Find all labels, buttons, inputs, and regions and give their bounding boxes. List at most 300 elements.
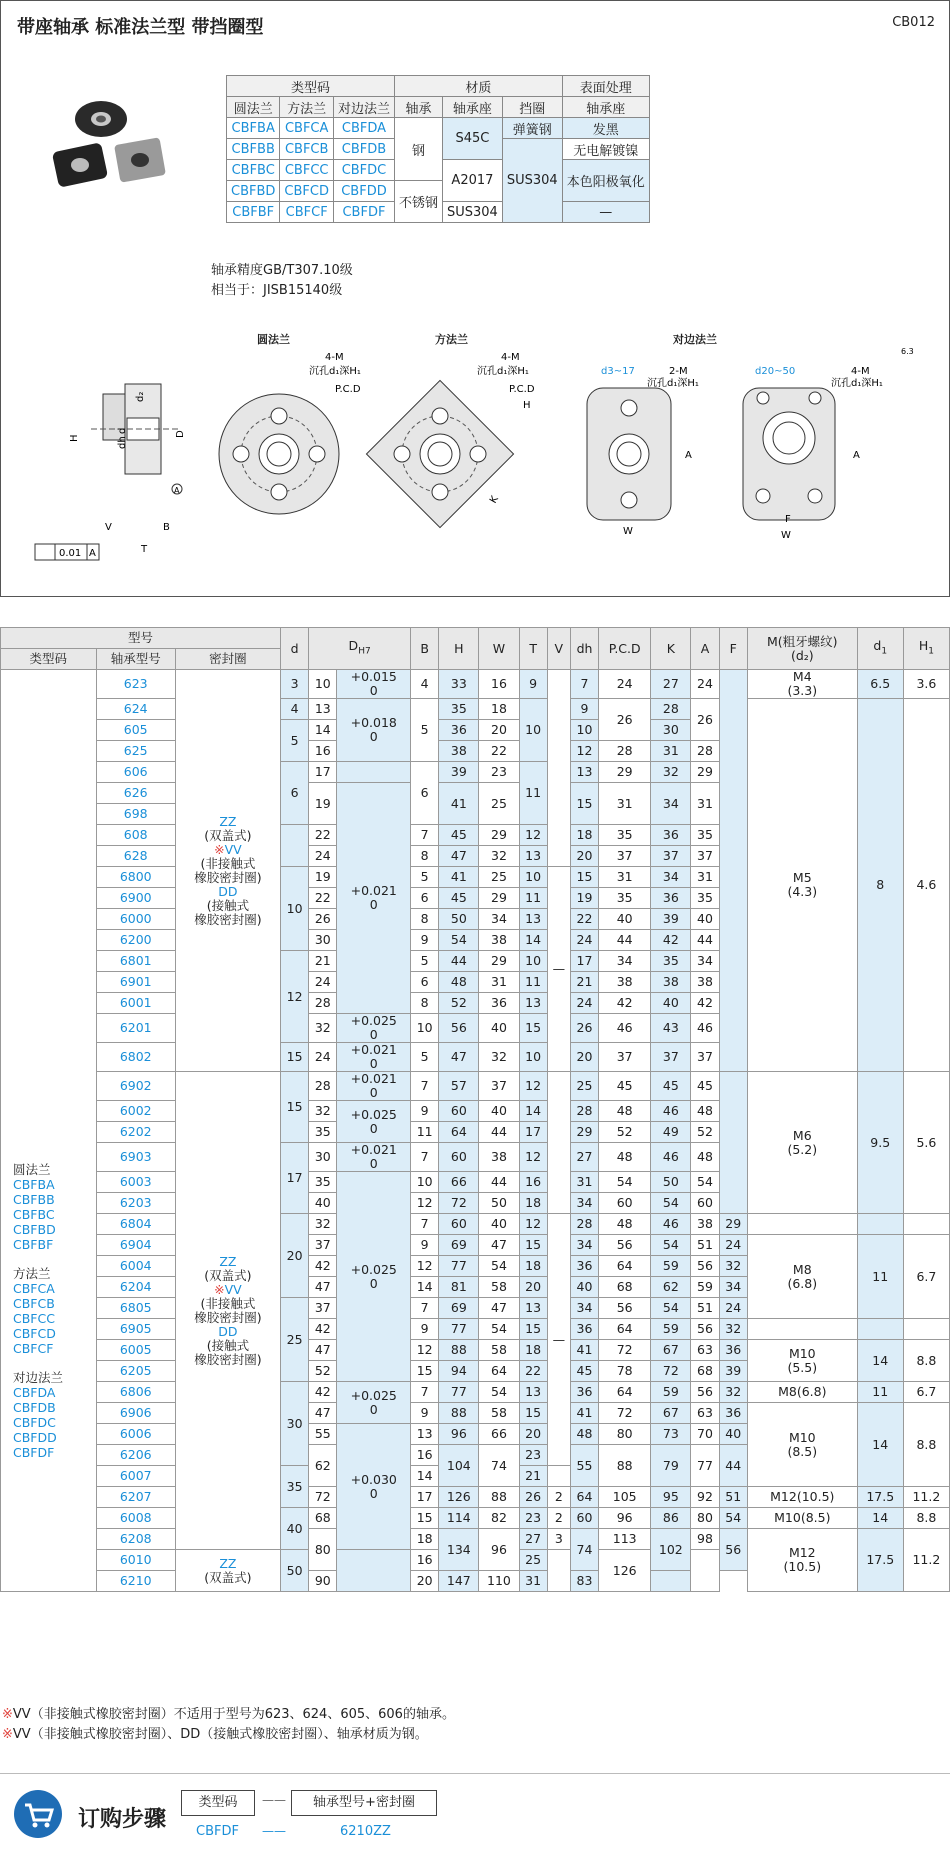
cell-d1: 8 (857, 699, 903, 1072)
type-code-link[interactable]: CBFDD (333, 181, 394, 202)
cell-dh: 25 (570, 1072, 598, 1101)
bearing-model-link[interactable]: 608 (96, 825, 175, 846)
cell-d1: 17.5 (857, 1529, 903, 1592)
cell-d: 20 (280, 1214, 308, 1298)
cell-K: 50 (651, 1172, 691, 1193)
table-row (1, 1072, 950, 1101)
cell-H: 47 (439, 1043, 479, 1072)
svg-text:D: D (175, 430, 186, 438)
label-round: 圆法兰 (257, 333, 290, 346)
svg-text:H: H (523, 400, 531, 411)
cell-T: 21 (519, 1466, 547, 1487)
cell-d: 3 (280, 670, 308, 699)
cell-pcd: 78 (599, 1361, 651, 1382)
cell-A: 70 (691, 1424, 719, 1445)
cell-H: 54 (439, 930, 479, 951)
bearing-model-link[interactable]: 6902 (96, 1072, 175, 1101)
cell-B: 11 (411, 1122, 439, 1143)
type-code-link[interactable]: CBFCA (280, 118, 334, 139)
cell-M: M6 (5.2) (747, 1072, 857, 1214)
cell-dh: 60 (570, 1508, 598, 1529)
cell-dh: 19 (570, 888, 598, 909)
cell-K: 43 (651, 1014, 691, 1043)
th-H: H (439, 628, 479, 670)
cell-B: 5 (411, 951, 439, 972)
label-square: 方法兰 (435, 333, 468, 346)
cell-T: 18 (519, 1256, 547, 1277)
cell-F: 24 (719, 1298, 747, 1319)
cell-tol: +0.021 0 (337, 783, 411, 1014)
bearing-model-link[interactable]: 6004 (96, 1256, 175, 1277)
cell-K: 40 (651, 993, 691, 1014)
cell-dh: 83 (570, 1571, 598, 1592)
cell-T: 18 (519, 1193, 547, 1214)
cell-A (691, 1550, 719, 1592)
table-row (1, 1382, 950, 1403)
type-code-link[interactable]: CBFDA (333, 118, 394, 139)
cell-V (547, 670, 570, 867)
cell-B: 7 (411, 1143, 439, 1172)
cell-dh: 41 (570, 1403, 598, 1424)
cell-B: 14 (411, 1277, 439, 1298)
cell-pcd: 45 (599, 1072, 651, 1101)
cell-tol (337, 1550, 411, 1592)
cell-B: 9 (411, 930, 439, 951)
th-square: 方法兰 (280, 97, 334, 118)
th-round: 圆法兰 (227, 97, 280, 118)
cell-D: 24 (309, 846, 337, 867)
cell-H: 94 (439, 1361, 479, 1382)
type-code-link[interactable]: CBFBC (227, 160, 280, 181)
cell-d: 30 (280, 1382, 308, 1466)
cell-B: 4 (411, 670, 439, 699)
spec-section (0, 0, 950, 597)
product-code: CB012 (892, 15, 935, 30)
bearing-model-link[interactable]: 6000 (96, 909, 175, 930)
cell-pcd: 56 (599, 1298, 651, 1319)
bearing-model-link[interactable]: 6806 (96, 1382, 175, 1403)
type-code-link[interactable]: CBFBA (227, 118, 280, 139)
cell-H: 57 (439, 1072, 479, 1101)
cell-tol: +0.025 0 (337, 1014, 411, 1043)
cell-T: 23 (519, 1445, 547, 1466)
bearing-model-link[interactable]: 6900 (96, 888, 175, 909)
cell-H1: 8.8 (903, 1508, 949, 1529)
cell-A: 37 (691, 1043, 719, 1072)
cell-T: 15 (519, 1403, 547, 1424)
cell-A: 35 (691, 825, 719, 846)
cell-K: 37 (651, 846, 691, 867)
cell-dh: 36 (570, 1256, 598, 1277)
cell-B: 12 (411, 1256, 439, 1277)
svg-text:W: W (781, 530, 791, 541)
th-dh: dh (570, 628, 598, 670)
cell-M: M4 (3.3) (747, 670, 857, 699)
bearing-model-link[interactable]: 624 (96, 699, 175, 720)
cell-dh: 10 (570, 720, 598, 741)
bearing-model-link[interactable]: 6010 (96, 1550, 175, 1571)
cell-K: 34 (651, 867, 691, 888)
cell-K: 45 (651, 1072, 691, 1101)
bearing-model-link[interactable]: 6200 (96, 930, 175, 951)
cell-pcd: 48 (599, 1143, 651, 1172)
cell-H: 66 (439, 1172, 479, 1193)
bearing-model-link[interactable]: 623 (96, 670, 175, 699)
cell-K: 28 (651, 699, 691, 720)
cell-pcd: 48 (599, 1214, 651, 1235)
cell-T: 11 (519, 888, 547, 909)
cell-tol: +0.025 0 (337, 1172, 411, 1382)
svg-text:V: V (105, 522, 112, 533)
cell-K: 36 (651, 825, 691, 846)
cell-T: 13 (519, 993, 547, 1014)
bearing-model-link[interactable]: 6804 (96, 1214, 175, 1235)
cell-B: 14 (411, 1466, 439, 1487)
cell-K: 54 (651, 1235, 691, 1256)
svg-text:4-M: 4-M (501, 352, 520, 363)
bearing-model-link[interactable]: 6906 (96, 1403, 175, 1424)
cell-pcd: 64 (599, 1319, 651, 1340)
cell-F (719, 1072, 747, 1214)
cell-pcd: 80 (599, 1424, 651, 1445)
cell-pcd: 29 (599, 762, 651, 783)
th-opp: 对边法兰 (333, 97, 394, 118)
order-steps (0, 1773, 950, 1853)
cell-dh: 34 (570, 1193, 598, 1214)
cell-tol: +0.018 0 (337, 699, 411, 762)
cell-A: 31 (691, 867, 719, 888)
bearing-model-link[interactable]: 6903 (96, 1143, 175, 1172)
cell-H: 35 (439, 699, 479, 720)
cell-d: 10 (280, 867, 308, 951)
svg-text:K: K (488, 494, 501, 506)
cell-B: 8 (411, 909, 439, 930)
cell-D: 30 (309, 1143, 337, 1172)
cell-pcd: 31 (599, 867, 651, 888)
mat-stainless: 不锈钢 (394, 181, 442, 223)
cell-K: 86 (651, 1508, 691, 1529)
bearing-model-link[interactable]: 6204 (96, 1277, 175, 1298)
cart-icon (14, 1790, 62, 1838)
type-code-link[interactable]: CBFCF (280, 202, 334, 223)
dimension-table-section (0, 627, 950, 1592)
cell-T: 16 (519, 1172, 547, 1193)
bearing-model-link[interactable]: 606 (96, 762, 175, 783)
cell-d1: 11 (857, 1382, 903, 1403)
bearing-model-link[interactable]: 6008 (96, 1508, 175, 1529)
cell-B: 7 (411, 825, 439, 846)
bearing-model-link[interactable]: 6802 (96, 1043, 175, 1072)
cell-pcd: 37 (599, 1043, 651, 1072)
cell-A: 60 (691, 1193, 719, 1214)
svg-text:沉孔d₁深H₁: 沉孔d₁深H₁ (309, 366, 361, 377)
cell-D: 10 (309, 670, 337, 699)
cell-d1: 9.5 (857, 1072, 903, 1214)
th-type: 类型码 (227, 76, 395, 97)
cell-B: 5 (411, 1043, 439, 1072)
type-code-link[interactable]: CBFDC (333, 160, 394, 181)
th-d1: $d_1$ (857, 628, 903, 670)
bearing-model-link[interactable]: 6208 (96, 1529, 175, 1550)
cell-pcd: 46 (599, 1014, 651, 1043)
cell-D: 42 (309, 1382, 337, 1403)
th-type-code: 类型码 (1, 649, 97, 670)
bearing-model-link[interactable]: 6006 (96, 1424, 175, 1445)
cell-A: 54 (691, 1172, 719, 1193)
th-surf-housing: 轴承座 (562, 97, 649, 118)
cell-T: 13 (519, 846, 547, 867)
type-code-link[interactable]: CBFCD (280, 181, 334, 202)
bearing-model-link[interactable]: 6205 (96, 1361, 175, 1382)
cell-H1: 4.6 (903, 699, 949, 1072)
cell-W: 22 (479, 741, 519, 762)
cell-H1: 3.6 (903, 670, 949, 699)
cell-A: 77 (691, 1445, 719, 1487)
cell-dh: 15 (570, 783, 598, 825)
cell-W: 58 (479, 1277, 519, 1298)
bearing-model-link[interactable]: 6904 (96, 1235, 175, 1256)
cell-pcd: 96 (599, 1508, 651, 1529)
type-code-link[interactable]: CBFCC (280, 160, 334, 181)
svg-text:d: d (117, 427, 128, 434)
cell-B: 5 (411, 699, 439, 762)
cell-D: 42 (309, 1319, 337, 1340)
bearing-model-link[interactable]: 626 (96, 783, 175, 804)
cell-pcd: 40 (599, 909, 651, 930)
cell-H: 60 (439, 1143, 479, 1172)
surf-black: 发黑 (562, 118, 649, 139)
cell-dh: 55 (570, 1445, 598, 1487)
cell-B: 17 (411, 1487, 439, 1508)
cell-dh: 34 (570, 1235, 598, 1256)
cell-H: 88 (439, 1403, 479, 1424)
cell-D: 80 (309, 1529, 337, 1571)
bearing-model-link[interactable]: 6003 (96, 1172, 175, 1193)
cell-dh: 29 (570, 1122, 598, 1143)
cell-D: 19 (309, 783, 337, 825)
cell-A: 98 (691, 1529, 719, 1550)
th-M: M(粗牙螺纹) (d₂) (747, 628, 857, 670)
th-A: A (691, 628, 719, 670)
cell-dh: 9 (570, 699, 598, 720)
cell-H1: 11.2 (903, 1487, 949, 1508)
cell-W: 82 (479, 1508, 519, 1529)
cell-D: 32 (309, 1214, 337, 1235)
bearing-model-link[interactable]: 605 (96, 720, 175, 741)
cell-dh: 45 (570, 1361, 598, 1382)
cell-B: 9 (411, 1319, 439, 1340)
th-DH7: $D_{H7}$ (309, 628, 411, 670)
svg-text:A: A (174, 486, 180, 495)
page-title: 带座轴承 标准法兰型 带挡圈型 (17, 17, 264, 38)
cell-D: 14 (309, 720, 337, 741)
cell-V: 2 (547, 1508, 570, 1529)
cell-d1: 14 (857, 1340, 903, 1382)
cell-H: 45 (439, 888, 479, 909)
cell-A: 80 (691, 1508, 719, 1529)
cell-H: 114 (439, 1508, 479, 1529)
type-code-link[interactable]: CBFBB (227, 139, 280, 160)
cell-W: 54 (479, 1256, 519, 1277)
cell-W: 64 (479, 1361, 519, 1382)
footnotes (2, 1705, 455, 1745)
bearing-model-link[interactable]: 625 (96, 741, 175, 762)
cell-A: 44 (691, 930, 719, 951)
th-material: 材质 (394, 76, 562, 97)
table-row (1, 1508, 950, 1529)
order-box-bearing: 轴承型号+密封圈 (291, 1790, 437, 1816)
cell-M: M12(10.5) (747, 1487, 857, 1508)
cell-D: 24 (309, 1043, 337, 1072)
opp-flange-large-drawing (743, 347, 914, 541)
cell-T: 12 (519, 825, 547, 846)
surf-anodize: 本色阳极氧化 (562, 160, 649, 202)
table-row (1, 1487, 950, 1508)
cell-H1: 6.7 (903, 1235, 949, 1319)
cell-T: 15 (519, 1235, 547, 1256)
cell-K: 46 (651, 1101, 691, 1122)
cell-H1: 5.6 (903, 1072, 949, 1214)
bearing-model-link[interactable]: 6207 (96, 1487, 175, 1508)
type-code-link[interactable]: CBFDF (333, 202, 394, 223)
cell-B: 16 (411, 1445, 439, 1466)
cell-d: 15 (280, 1072, 308, 1143)
cell-M: M5 (4.3) (747, 699, 857, 1072)
bearing-model-link[interactable]: 6206 (96, 1445, 175, 1466)
cell-H: 56 (439, 1014, 479, 1043)
cell-tol: +0.030 0 (337, 1424, 411, 1550)
cell-T: 10 (519, 1043, 547, 1072)
cell-d: 5 (280, 720, 308, 762)
th-K: K (651, 628, 691, 670)
cell-D: 13 (309, 699, 337, 720)
cell-dh: 26 (570, 1014, 598, 1043)
cell-K: 36 (651, 888, 691, 909)
cell-T: 10 (519, 699, 547, 762)
cell-B: 10 (411, 1014, 439, 1043)
bearing-model-link[interactable]: 6905 (96, 1319, 175, 1340)
cell-dh: 36 (570, 1382, 598, 1403)
bearing-model-link[interactable]: 6202 (96, 1122, 175, 1143)
th-B: B (411, 628, 439, 670)
cell-H1 (903, 1214, 949, 1235)
cell-A: 48 (691, 1143, 719, 1172)
table-row (1, 670, 950, 699)
cell-D: 40 (309, 1193, 337, 1214)
cell-d: 17 (280, 1143, 308, 1214)
cell-W: 29 (479, 951, 519, 972)
cell-D: 32 (309, 1101, 337, 1122)
mat-sus304b: SUS304 (443, 202, 503, 223)
cell-F: 24 (719, 1235, 747, 1256)
bearing-model-link[interactable]: 6800 (96, 867, 175, 888)
cell-W: 47 (479, 1298, 519, 1319)
cell-K: 34 (651, 783, 691, 825)
cell-d: 25 (280, 1298, 308, 1382)
bearing-model-link[interactable]: 6005 (96, 1340, 175, 1361)
cell-B: 13 (411, 1424, 439, 1445)
cell-dh: 20 (570, 846, 598, 867)
cell-W: 54 (479, 1382, 519, 1403)
cell-W: 58 (479, 1403, 519, 1424)
cell-D: 47 (309, 1340, 337, 1361)
cell-W: 44 (479, 1172, 519, 1193)
bearing-model-link[interactable]: 6201 (96, 1014, 175, 1043)
cell-H: 36 (439, 720, 479, 741)
cell-W: 20 (479, 720, 519, 741)
svg-text:W: W (623, 526, 633, 537)
bearing-model-link[interactable]: 6210 (96, 1571, 175, 1592)
bearing-model-link[interactable]: 6203 (96, 1193, 175, 1214)
cell-K: 67 (651, 1403, 691, 1424)
cell-pcd: 54 (599, 1172, 651, 1193)
bearing-model-link[interactable]: 6007 (96, 1466, 175, 1487)
cell-A: 51 (691, 1235, 719, 1256)
bearing-model-link[interactable]: 6805 (96, 1298, 175, 1319)
cell-A: 40 (691, 909, 719, 930)
bearing-model-link[interactable]: 6801 (96, 951, 175, 972)
cell-V (547, 1072, 570, 1214)
mat-sus304: SUS304 (502, 139, 562, 223)
cell-H: 88 (439, 1340, 479, 1361)
type-code-link[interactable]: CBFCB (280, 139, 334, 160)
technical-drawings (31, 326, 931, 566)
cell-H: 104 (439, 1445, 479, 1487)
cell-W: 38 (479, 930, 519, 951)
cell-H: 48 (439, 972, 479, 993)
cell-H: 44 (439, 951, 479, 972)
type-material-table (226, 75, 650, 223)
cell-B: 20 (411, 1571, 439, 1592)
cell-H: 64 (439, 1122, 479, 1143)
cell-W: 40 (479, 1101, 519, 1122)
bearing-model-link[interactable]: 628 (96, 846, 175, 867)
cell-H1: 8.8 (903, 1403, 949, 1487)
bearing-model-link[interactable]: 6901 (96, 972, 175, 993)
cell-D: 62 (309, 1445, 337, 1487)
bearing-model-link[interactable]: 698 (96, 804, 175, 825)
bearing-model-link[interactable]: 6002 (96, 1101, 175, 1122)
cell-pcd: 44 (599, 930, 651, 951)
cell-pcd: 56 (599, 1235, 651, 1256)
cell-K: 67 (651, 1340, 691, 1361)
cell-d1 (857, 1319, 903, 1340)
cell-F: 44 (719, 1445, 747, 1487)
cell-tol: +0.015 0 (337, 670, 411, 699)
cell-A: 31 (691, 783, 719, 825)
table-row (1, 1319, 950, 1340)
cell-K: 37 (651, 1043, 691, 1072)
cell-d: 4 (280, 699, 308, 720)
bearing-model-link[interactable]: 6001 (96, 993, 175, 1014)
type-code-link[interactable]: CBFBF (227, 202, 280, 223)
th-H1: $H_1$ (903, 628, 949, 670)
type-code-link[interactable]: CBFBD (227, 181, 280, 202)
cell-V: — (547, 1214, 570, 1466)
svg-text:A: A (685, 450, 692, 461)
precision-note (211, 261, 353, 301)
cell-dh: 17 (570, 951, 598, 972)
svg-text:A: A (853, 450, 860, 461)
cell-A: 92 (691, 1487, 719, 1508)
cell-pcd: 126 (599, 1550, 651, 1592)
cell-dh: 64 (570, 1487, 598, 1508)
type-code-link[interactable]: CBFDB (333, 139, 394, 160)
cell-T: 10 (519, 951, 547, 972)
cell-d1: 17.5 (857, 1487, 903, 1508)
cell-A: 56 (691, 1382, 719, 1403)
cell-T: 31 (519, 1571, 547, 1592)
